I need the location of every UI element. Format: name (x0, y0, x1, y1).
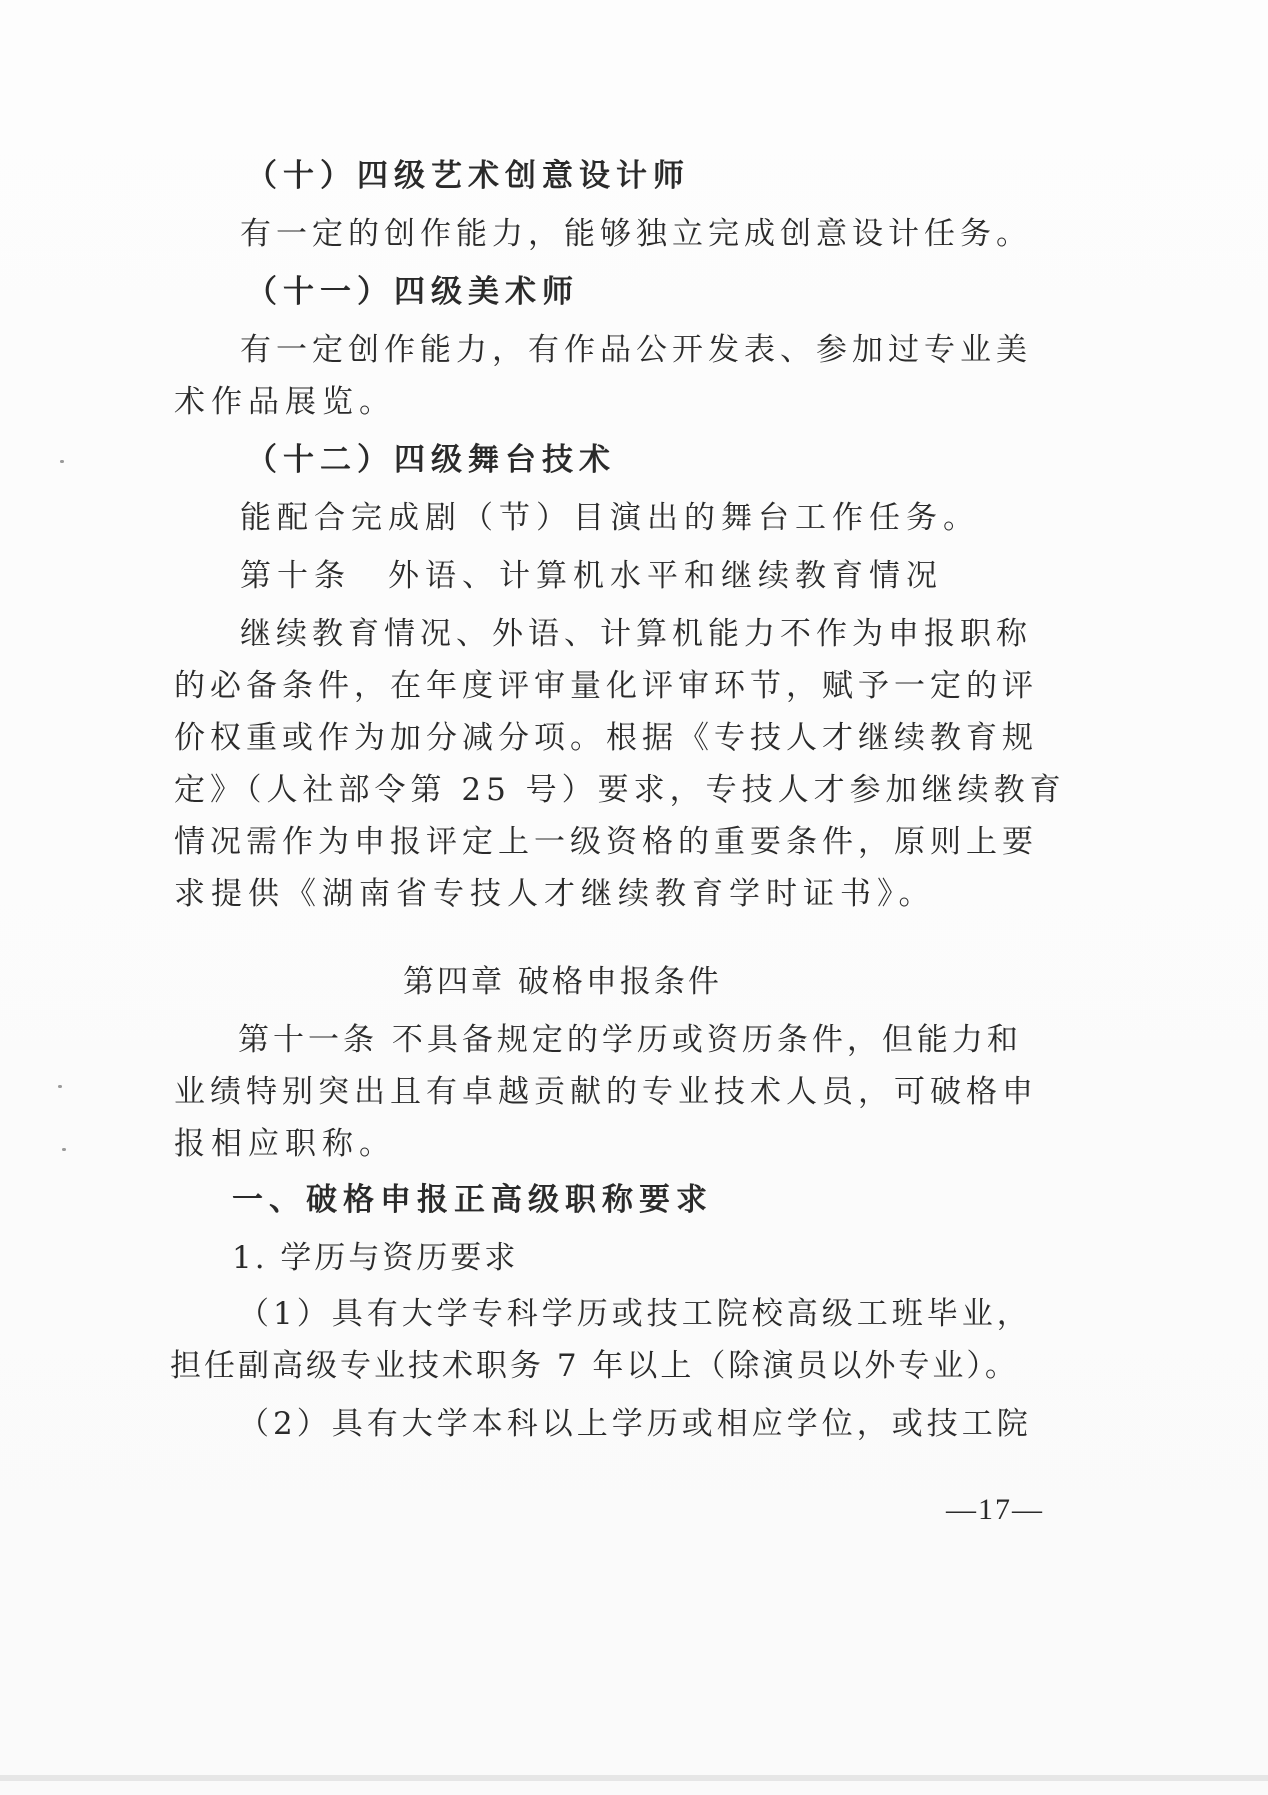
paragraph-line: 担任副高级专业技术职务 7 年以上（除演员以外专业）。 (170, 1348, 1019, 1384)
subsection-1-heading: 1. 学历与资历要求 (232, 1240, 519, 1276)
scan-speck (62, 1148, 66, 1151)
paragraph-line: 继续教育情况、外语、计算机能力不作为申报职称 (240, 616, 1032, 652)
paragraph-line: （2）具有大学本科以上学历或相应学位，或技工院 (238, 1406, 1032, 1442)
heading-level-12-stage-technology: （十二）四级舞台技术 (246, 442, 616, 478)
paragraph-line: 报相应职称。 (174, 1126, 396, 1162)
paragraph-line: 情况需作为申报评定上一级资格的重要条件，原则上要 (174, 824, 1038, 860)
scan-speck (60, 460, 64, 463)
paragraph-line: （1）具有大学专科学历或技工院校高级工班毕业， (238, 1296, 1032, 1332)
paragraph-line: 定》（人社部令第 25 号）要求，专技人才参加继续教育 (174, 772, 1066, 808)
paragraph-line: 有一定创作能力，有作品公开发表、参加过专业美 (240, 332, 1032, 368)
scan-edge (0, 1775, 1268, 1781)
scan-speck (58, 1085, 62, 1088)
paragraph-line: 术作品展览。 (174, 384, 396, 420)
paragraph-line: 有一定的创作能力，能够独立完成创意设计任务。 (240, 216, 1032, 252)
paragraph-line: 的必备条件，在年度评审量化评审环节，赋予一定的评 (174, 668, 1038, 704)
article-10-heading: 第十条 外语、计算机水平和继续教育情况 (240, 558, 943, 594)
section-1-heading: 一、破格申报正高级职称要求 (232, 1182, 713, 1218)
heading-level-11-fine-artist: （十一）四级美术师 (246, 274, 579, 310)
paragraph-line: 求提供《湖南省专技人才继续教育学时证书》。 (174, 876, 936, 912)
paragraph-line: 能配合完成剧（节）目演出的舞台工作任务。 (240, 500, 980, 536)
chapter-4-title: 第四章 破格申报条件 (403, 964, 722, 1000)
article-11-paragraph-line: 第十一条 不具备规定的学历或资历条件，但能力和 (238, 1022, 1022, 1058)
paragraph-line: 业绩特别突出且有卓越贡献的专业技术人员，可破格申 (174, 1074, 1038, 1110)
heading-level-10-art-designer: （十）四级艺术创意设计师 (246, 158, 690, 194)
paragraph-line: 价权重或作为加分减分项。根据《专技人才继续教育规 (174, 720, 1038, 756)
page-number: —17— (946, 1493, 1044, 1526)
